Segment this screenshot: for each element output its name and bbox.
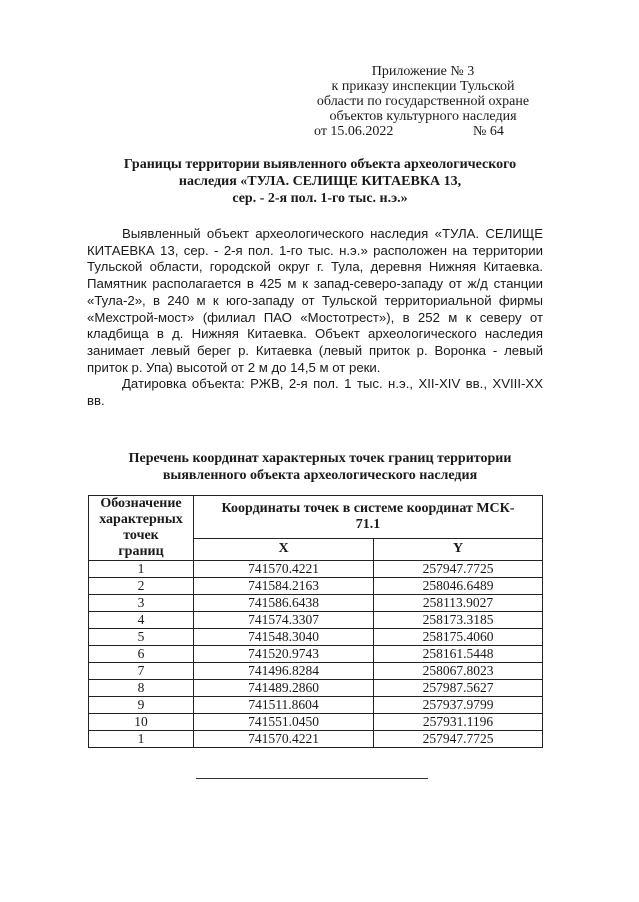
point-cell: 8 bbox=[89, 680, 194, 697]
x-cell: 741520.9743 bbox=[194, 646, 374, 663]
table-row bbox=[89, 714, 543, 731]
coords-header-line-2: 71.1 bbox=[355, 516, 381, 532]
table-row bbox=[89, 697, 543, 714]
x-cell: 741511.8604 bbox=[194, 697, 374, 714]
x-column-header: X bbox=[194, 538, 374, 560]
appendix-authority-cont: объектов культурного наследия bbox=[329, 109, 517, 124]
table-title bbox=[80, 450, 560, 484]
y-cell: 258046.6489 bbox=[374, 578, 543, 595]
dating-paragraph: Датировка объекта: РЖВ, 2-я пол. 1 тыс. н.э., XII-XIV вв., XVIII-XX вв. bbox=[87, 376, 543, 409]
x-cell: 741570.4221 bbox=[194, 731, 374, 748]
point-cell: 5 bbox=[89, 629, 194, 646]
y-cell: 257947.7725 bbox=[374, 561, 543, 578]
point-header-line-4: границ bbox=[118, 544, 164, 559]
document-title-line-3: сер. - 2-я пол. 1-го тыс. н.э.» bbox=[232, 191, 408, 206]
y-cell: 257931.1196 bbox=[374, 714, 543, 731]
table-row bbox=[89, 561, 543, 578]
coords-header-line-1: Координаты точек в системе координат МСК- bbox=[221, 500, 515, 516]
coordinates-header bbox=[194, 496, 543, 539]
point-header-line-1: Обозначение bbox=[100, 496, 182, 511]
x-cell: 741548.3040 bbox=[194, 629, 374, 646]
table-row bbox=[89, 731, 543, 748]
point-cell: 10 bbox=[89, 714, 194, 731]
document-title-line-2: наследия «ТУЛА. СЕЛИЩЕ КИТАЕВКА 13, bbox=[178, 174, 462, 189]
table-row bbox=[89, 629, 543, 646]
x-cell: 741570.4221 bbox=[194, 561, 374, 578]
coordinates-body bbox=[89, 561, 543, 748]
x-cell: 741496.8284 bbox=[194, 663, 374, 680]
point-cell: 6 bbox=[89, 646, 194, 663]
table-title-line-2: выявленного объекта археологического наследия bbox=[162, 468, 478, 483]
document-title bbox=[80, 156, 560, 207]
y-cell: 257937.9799 bbox=[374, 697, 543, 714]
table-title-line-1: Перечень координат характерных точек границ территории bbox=[128, 451, 512, 466]
table-row bbox=[89, 612, 543, 629]
y-cell: 257947.7725 bbox=[374, 731, 543, 748]
y-column-header: Y bbox=[374, 538, 543, 560]
point-cell: 1 bbox=[89, 731, 194, 748]
point-cell: 9 bbox=[89, 697, 194, 714]
order-date: от 15.06.2022 bbox=[314, 124, 394, 139]
table-row bbox=[89, 663, 543, 680]
x-cell: 741586.6438 bbox=[194, 595, 374, 612]
table-row bbox=[89, 595, 543, 612]
x-cell: 741489.2860 bbox=[194, 680, 374, 697]
point-cell: 1 bbox=[89, 561, 194, 578]
y-cell: 258113.9027 bbox=[374, 595, 543, 612]
order-date-line bbox=[314, 124, 554, 140]
y-cell: 258067.8023 bbox=[374, 663, 543, 680]
point-cell: 7 bbox=[89, 663, 194, 680]
bottom-divider bbox=[196, 778, 428, 779]
y-cell: 257987.5627 bbox=[374, 680, 543, 697]
x-cell: 741574.3307 bbox=[194, 612, 374, 629]
appendix-header bbox=[298, 64, 548, 124]
point-cell: 3 bbox=[89, 595, 194, 612]
point-header-line-2: характерных bbox=[99, 512, 183, 527]
point-cell: 4 bbox=[89, 612, 194, 629]
x-cell: 741584.2163 bbox=[194, 578, 374, 595]
table-row bbox=[89, 578, 543, 595]
appendix-order-ref: к приказу инспекции Тульской bbox=[331, 79, 515, 94]
coordinates-table bbox=[88, 495, 543, 748]
x-cell: 741551.0450 bbox=[194, 714, 374, 731]
table-row bbox=[89, 646, 543, 663]
point-cell: 2 bbox=[89, 578, 194, 595]
description-text bbox=[87, 226, 543, 410]
appendix-title: Приложение № 3 bbox=[371, 64, 475, 79]
point-designation-header bbox=[89, 496, 194, 561]
point-header-line-3: точек bbox=[123, 528, 159, 543]
table-row bbox=[89, 680, 543, 697]
appendix-authority: области по государственной охране bbox=[316, 94, 530, 109]
y-cell: 258175.4060 bbox=[374, 629, 543, 646]
order-number: № 64 bbox=[473, 124, 504, 139]
location-paragraph: Выявленный объект археологического наследия «ТУЛА. СЕЛИЩЕ КИТАЕВКА 13, сер. - 2-я пол. 1-го тыс. н.э.» расположен на территории Тульской области, городской округ г. Тула, деревня Нижняя Китаевка. Памятник располагается в 425 м к запад-северо-западу от ж/д станции «Тула-2», в 240 м к юго-западу от Тульской территориальной фирмы «Мехстрой-мост» (филиал ПАО «Мостотрест»), в 252 м к северу от кладбища в д. Нижняя Китаевка. Объект археологического наследия занимает левый берег р. Китаевка (левый приток р. Воронка - левый приток р. Упа) высотой от 2 м до 14,5 м от реки. bbox=[87, 226, 543, 375]
document-title-line-1: Границы территории выявленного объекта археологического bbox=[123, 157, 517, 172]
y-cell: 258161.5448 bbox=[374, 646, 543, 663]
y-cell: 258173.3185 bbox=[374, 612, 543, 629]
